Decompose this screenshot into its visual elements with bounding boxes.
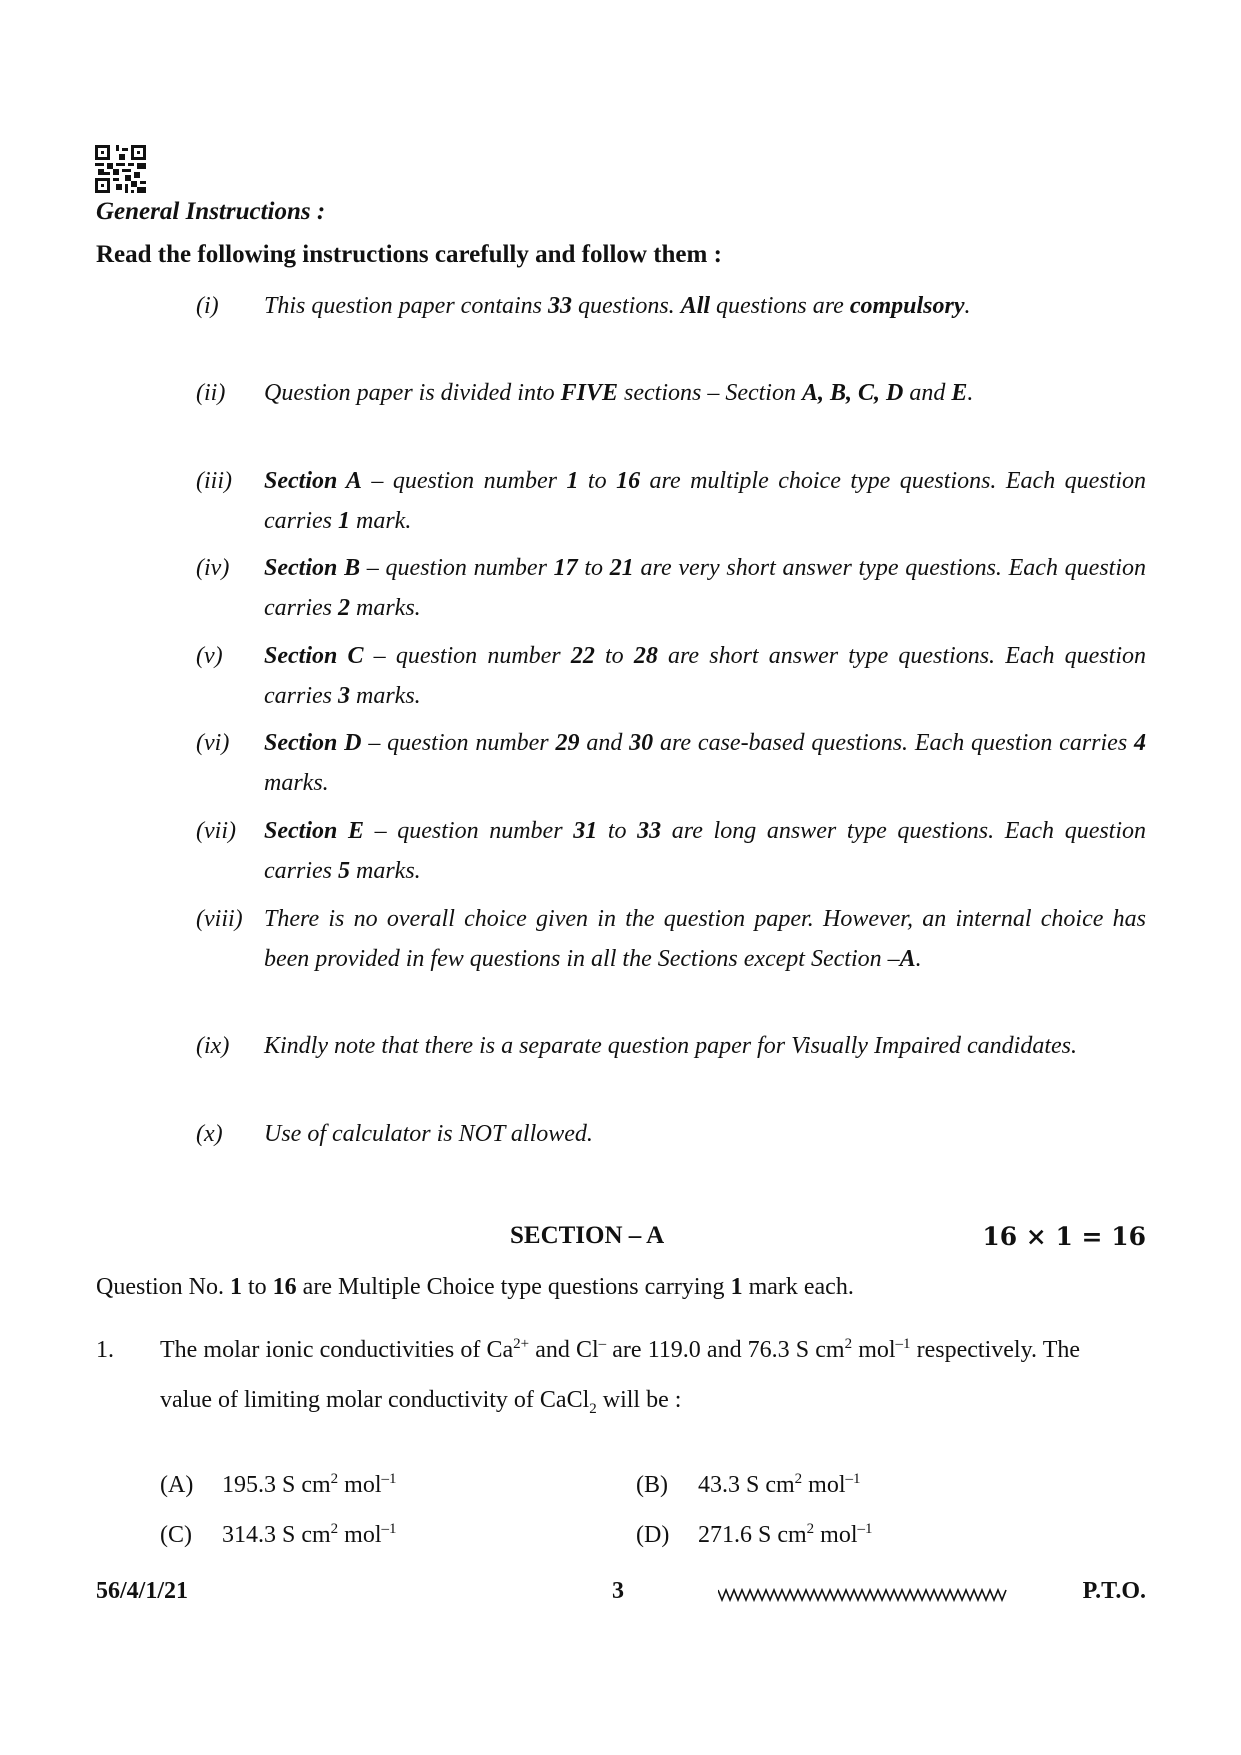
option-b[interactable]: (B) 43.3 S $cm^2$ mol$^{-1}$ [636, 1471, 861, 1498]
instruction-item: (i) This question paper contains 33 questions. All questions are compulsory. [196, 293, 971, 319]
instruction-item: (ii) Question paper is divided into FIVE sections – Section A, B, C, D and E. [196, 380, 974, 406]
please-turn-over: P.T.O. [1082, 1578, 1146, 1604]
option-d[interactable]: (D) 271.6 S $cm^2$ mol$^{-1}$ [636, 1521, 873, 1548]
instruction-item: (vii) Section E – question number 31 to 33 are long answer type questions. Each question carries 5 marks. [196, 818, 1147, 884]
paper-code: 56/4/1/21 [96, 1578, 189, 1604]
qr-code-icon [95, 145, 146, 193]
instruction-item: (ix) Kindly note that there is a separate question paper for Visually Impaired candidates. [196, 1033, 1078, 1059]
general-instructions-title: General Instructions : [96, 198, 326, 225]
question-number: 1. [96, 1337, 114, 1363]
zigzag-divider-icon [718, 1588, 1008, 1602]
question-1 [96, 1325, 1146, 1425]
instruction-item: (vi) Section D – question number 29 and 30 are case-based questions. Each question carries 4 marks. [196, 730, 1147, 796]
page-number: 3 [612, 1578, 624, 1604]
option-c[interactable]: (C) 314.3 S $cm^2$ mol$^{-1}$ [160, 1521, 397, 1548]
section-intro: Question No. 1 to 16 are Multiple Choice type questions carrying 1 mark each. [96, 1274, 854, 1300]
instruction-item: (x) Use of calculator is NOT allowed. [196, 1121, 593, 1147]
instruction-item: (v) Section C – question number 22 to 28 are short answer type questions. Each question carries 3 marks. [196, 643, 1147, 709]
instruction-item: (iv) Section B – question number 17 to 21 are very short answer type questions. Each question carries 2 marks. [196, 555, 1147, 621]
option-a[interactable]: (A) 195.3 S $cm^2$ mol$^{-1}$ [160, 1471, 397, 1498]
question-text: The molar ionic conductivities of $Ca^{2+}$ and Cl– are 119.0 and 76.3 S $cm^2$ mol$^{-1}$ respectively. The value of limiting molar conductivity of CaCl$_2$ will be : [160, 1336, 1081, 1417]
instruction-item: (iii) Section A – question number 1 to 16 are multiple choice type questions. Each question carries 1 mark. [196, 468, 1147, 534]
section-marks: 16 × 1 = 16 [982, 1222, 1146, 1251]
read-instructions-line: Read the following instructions carefully and follow them : [96, 241, 722, 268]
instruction-item: (viii) There is no overall choice given in the question paper. However, an internal choice has been provided in few questions in all the Sections except Section –A. [196, 906, 1146, 972]
section-title: SECTION – A [510, 1222, 665, 1249]
